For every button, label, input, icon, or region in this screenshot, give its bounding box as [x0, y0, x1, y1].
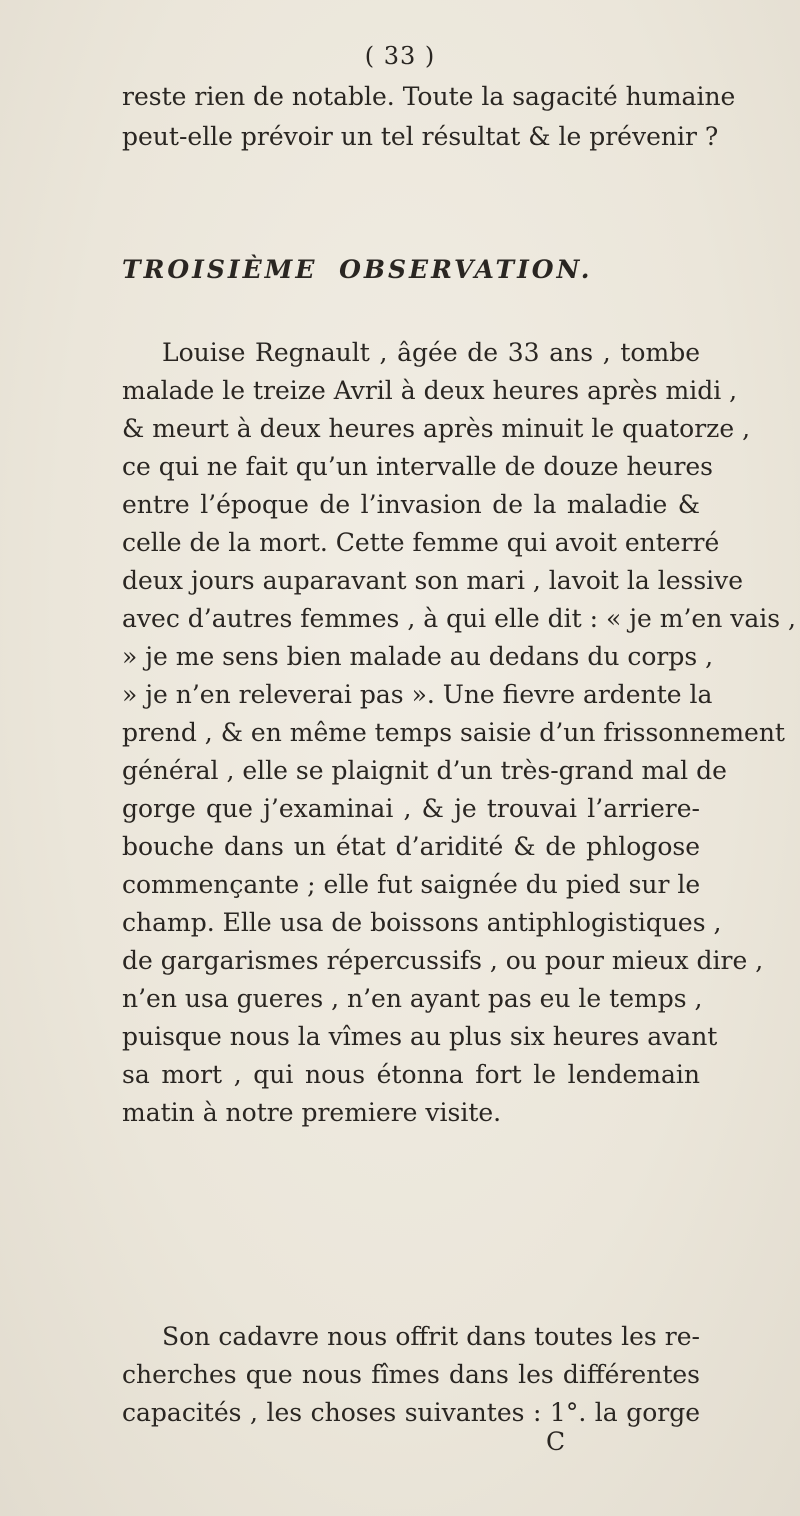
- text-line: puisque nous la vîmes au plus six heures avant: [122, 1022, 718, 1051]
- signature-mark: C: [546, 1427, 566, 1456]
- text-line: » je me sens bien malade au dedans du corps ,: [122, 642, 714, 671]
- text-line: reste rien de notable. Toute la sagacité humaine: [122, 82, 736, 111]
- text-line: entre l’époque de l’invasion de la maladie &: [122, 490, 700, 519]
- text-line: sa mort , qui nous étonna fort le lendemain: [122, 1060, 700, 1089]
- text-line: général , elle se plaignit d’un très-grand mal de: [122, 756, 727, 785]
- text-line: Louise Regnault , âgée de 33 ans , tombe: [162, 338, 700, 367]
- text-line: bouche dans un état d’aridité & de phlogose: [122, 832, 700, 861]
- text-line: peut-elle prévoir un tel résultat & le prévenir ?: [122, 122, 719, 151]
- text-line: malade le treize Avril à deux heures après midi ,: [122, 376, 738, 405]
- text-line: n’en usa gueres , n’en ayant pas eu le temps ,: [122, 984, 703, 1013]
- page-number: ( 33 ): [364, 42, 436, 70]
- text-line: capacités , les choses suivantes : 1°. la gorge: [122, 1398, 700, 1427]
- text-line: champ. Elle usa de boissons antiphlogistiques ,: [122, 908, 722, 937]
- text-line: avec d’autres femmes , à qui elle dit : « je m’en vais ,: [122, 604, 796, 633]
- text-line: Son cadavre nous offrit dans toutes les re-: [162, 1322, 700, 1351]
- text-line: de gargarismes répercussifs , ou pour mieux dire ,: [122, 946, 764, 975]
- text-line: matin à notre premiere visite.: [122, 1098, 502, 1127]
- text-line: » je n’en releverai pas ». Une fievre ardente la: [122, 680, 713, 709]
- text-line: & meurt à deux heures après minuit le quatorze ,: [122, 414, 751, 443]
- text-line: prend , & en même temps saisie d’un frissonnement: [122, 718, 785, 747]
- text-line: ce qui ne fait qu’un intervalle de douze heures: [122, 452, 714, 481]
- text-line: deux jours auparavant son mari , lavoit la lessive: [122, 566, 744, 595]
- text-line: gorge que j’examinai , & je trouvai l’arriere-: [122, 794, 700, 823]
- text-line: celle de la mort. Cette femme qui avoit enterré: [122, 528, 720, 557]
- text-line: commençante ; elle fut saignée du pied sur le: [122, 870, 701, 899]
- text-line: cherches que nous fîmes dans les différentes: [122, 1360, 700, 1389]
- section-heading: TROISIÈME OBSERVATION.: [122, 255, 593, 284]
